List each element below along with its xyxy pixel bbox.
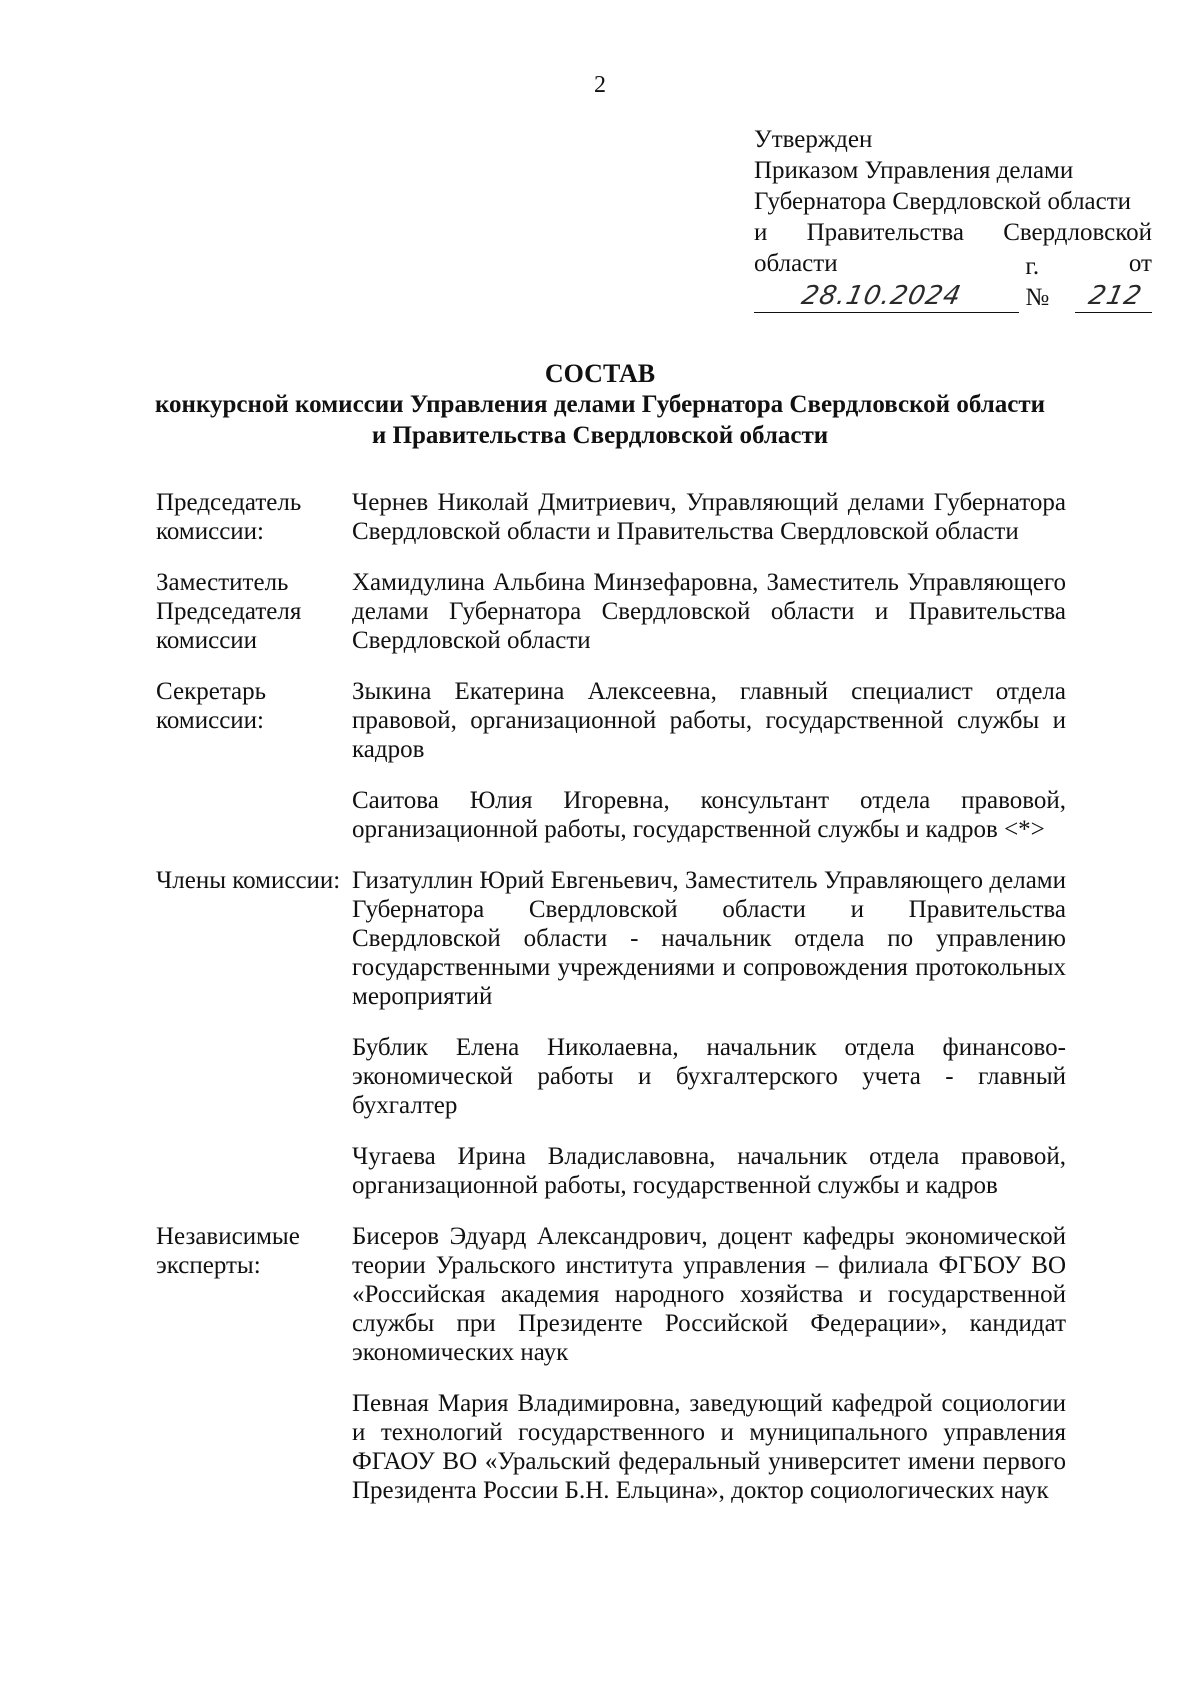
handwritten-date: 28.10.2024 <box>798 281 965 311</box>
approval-line-5 <box>754 248 1152 279</box>
member-entry: Чернев Николай Дмитриевич, Управляющий делами Губернатора Свердловской области и Правительства Свердловской области <box>352 489 1066 545</box>
role-entries <box>352 1222 1066 1505</box>
member-entry: Бублик Елена Николаевна, начальник отдела финансово-экономической работы и бухгалтерского учета - главный бухгалтер <box>352 1034 1066 1119</box>
role-label: Независимые эксперты: <box>156 1223 300 1279</box>
title-line-2: и Правительства Свердловской области <box>371 422 829 449</box>
approval-line-3: Губернатора Свердловской области <box>754 188 1132 215</box>
approval-line-2: Приказом Управления делами <box>754 157 1074 184</box>
handwritten-order-number: 212 <box>1085 281 1145 311</box>
approval-line-1: Утвержден <box>754 126 873 153</box>
role-entries <box>352 866 1066 1200</box>
role-label: Члены комиссии: <box>156 867 341 894</box>
role-chairman <box>156 488 1066 546</box>
member-entry: Чугаева Ирина Владиславовна, начальник отдела правовой, организационной работы, государственной службы и кадров <box>352 1143 1066 1199</box>
order-number-prefix: г. № <box>1025 253 1050 311</box>
date-blank <box>754 281 1019 313</box>
approval-line-4-word-1: и <box>754 219 768 246</box>
member-entry: Певная Мария Владимировна, заведующий кафедрой социологии и технологий государственного и муниципального управления ФГАОУ ВО «Уральский федеральный университет имени первого Президента России Б.Н. Ельцина», доктор социологических наук <box>352 1390 1066 1504</box>
role-label: Председатель комиссии: <box>156 489 302 545</box>
role-label: Заместитель Председателя комиссии <box>156 569 302 654</box>
member-entry: Хамидулина Альбина Минзефаровна, Заместитель Управляющего делами Губернатора Свердловской области и Правительства Свердловской области <box>352 569 1066 654</box>
role-secretary <box>156 677 1066 844</box>
role-members <box>156 866 1066 1200</box>
title-main: СОСТАВ <box>544 359 656 388</box>
role-label: Секретарь комиссии: <box>156 678 267 734</box>
approval-line-4-word-3: Свердловской <box>1003 219 1152 246</box>
approval-line-5-word-2: от <box>1128 250 1152 277</box>
role-independent-experts <box>156 1222 1066 1505</box>
commission-members <box>156 488 1066 1527</box>
document-title <box>0 358 1200 451</box>
title-line-1: конкурсной комиссии Управления делами Губернатора Свердловской области <box>154 391 1046 418</box>
approval-line-5-word-1: области <box>754 250 838 277</box>
page-number: 2 <box>594 72 606 98</box>
member-entry: Гизатуллин Юрий Евгеньевич, Заместитель Управляющего делами Губернатора Свердловской области и Правительства Свердловской области - начальник отдела по управлению государственными учреждениями и сопровождения протокольных мероприятий <box>352 867 1066 1010</box>
approval-stamp-block <box>754 124 1152 313</box>
role-deputy-chairman <box>156 568 1066 655</box>
number-blank <box>1075 281 1152 313</box>
approval-line-4 <box>754 217 1152 248</box>
member-entry: Бисеров Эдуард Александрович, доцент кафедры экономической теории Уральского института управления – филиала ФГБОУ ВО «Российская академия народного хозяйства и государственной службы при Президенте Российской Федерации», кандидат экономических наук <box>352 1223 1066 1366</box>
member-entry: Зыкина Екатерина Алексеевна, главный специалист отдела правовой, организационной работы, государственной службы и кадров <box>352 678 1066 763</box>
member-entry: Саитова Юлия Игоревна, консультант отдела правовой, организационной работы, государственной службы и кадров <*> <box>352 787 1066 843</box>
role-entries <box>352 488 1066 546</box>
role-entries <box>352 677 1066 844</box>
approval-line-4-word-2: Правительства <box>806 219 964 246</box>
role-entries <box>352 568 1066 655</box>
